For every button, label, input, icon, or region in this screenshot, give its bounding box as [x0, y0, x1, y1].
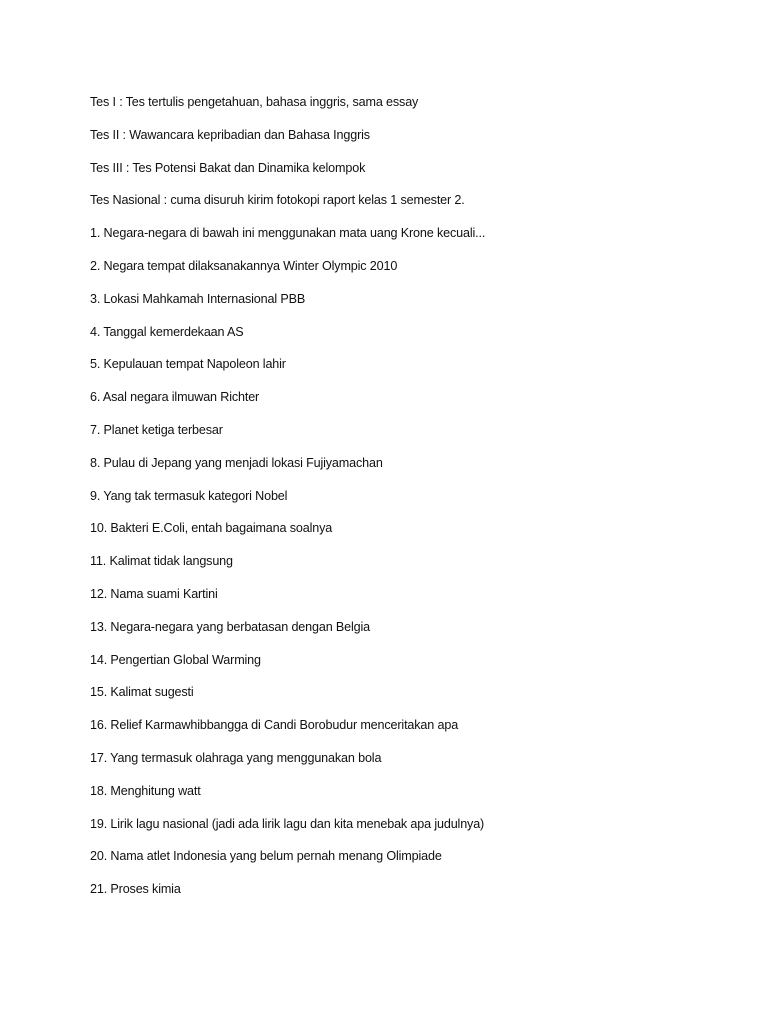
question-6: 6. Asal negara ilmuwan Richter	[90, 390, 260, 405]
question-10: 10. Bakteri E.Coli, entah bagaimana soalnya	[90, 521, 333, 536]
question-13: 13. Negara-negara yang berbatasan dengan Belgia	[90, 619, 371, 634]
question-20: 20. Nama atlet Indonesia yang belum pernah menang Olimpiade	[90, 849, 442, 864]
test-line-national: Tes Nasional : cuma disuruh kirim fotokopi raport kelas 1 semester 2.	[90, 193, 465, 208]
question-3: 3. Lokasi Mahkamah Internasional PBB	[90, 291, 306, 306]
question-17: 17. Yang termasuk olahraga yang menggunakan bola	[90, 750, 382, 765]
question-12: 12. Nama suami Kartini	[90, 586, 218, 601]
question-16: 16. Relief Karmawhibbangga di Candi Borobudur menceritakan apa	[90, 718, 459, 733]
question-15: 15. Kalimat sugesti	[90, 685, 194, 700]
question-21: 21. Proses kimia	[90, 882, 181, 897]
question-5: 5. Kepulauan tempat Napoleon lahir	[90, 357, 286, 372]
question-19: 19. Lirik lagu nasional (jadi ada lirik lagu dan kita menebak apa judulnya)	[90, 816, 485, 831]
question-2: 2. Negara tempat dilaksanakannya Winter Olympic 2010	[90, 258, 398, 273]
question-9: 9. Yang tak termasuk kategori Nobel	[90, 488, 288, 503]
question-4: 4. Tanggal kemerdekaan AS	[90, 324, 244, 339]
question-8: 8. Pulau di Jepang yang menjadi lokasi Fujiyamachan	[90, 455, 383, 470]
test-line-2: Tes II : Wawancara kepribadian dan Bahasa Inggris	[90, 127, 370, 142]
question-18: 18. Menghitung watt	[90, 783, 201, 798]
question-14: 14. Pengertian Global Warming	[90, 652, 261, 667]
question-7: 7. Planet ketiga terbesar	[90, 422, 223, 437]
test-line-1: Tes I : Tes tertulis pengetahuan, bahasa inggris, sama essay	[90, 95, 419, 109]
test-line-3: Tes III : Tes Potensi Bakat dan Dinamika kelompok	[90, 160, 366, 175]
question-11: 11. Kalimat tidak langsung	[90, 554, 233, 569]
document-body	[90, 93, 730, 913]
question-1: 1. Negara-negara di bawah ini menggunakan mata uang Krone kecuali...	[90, 226, 486, 241]
